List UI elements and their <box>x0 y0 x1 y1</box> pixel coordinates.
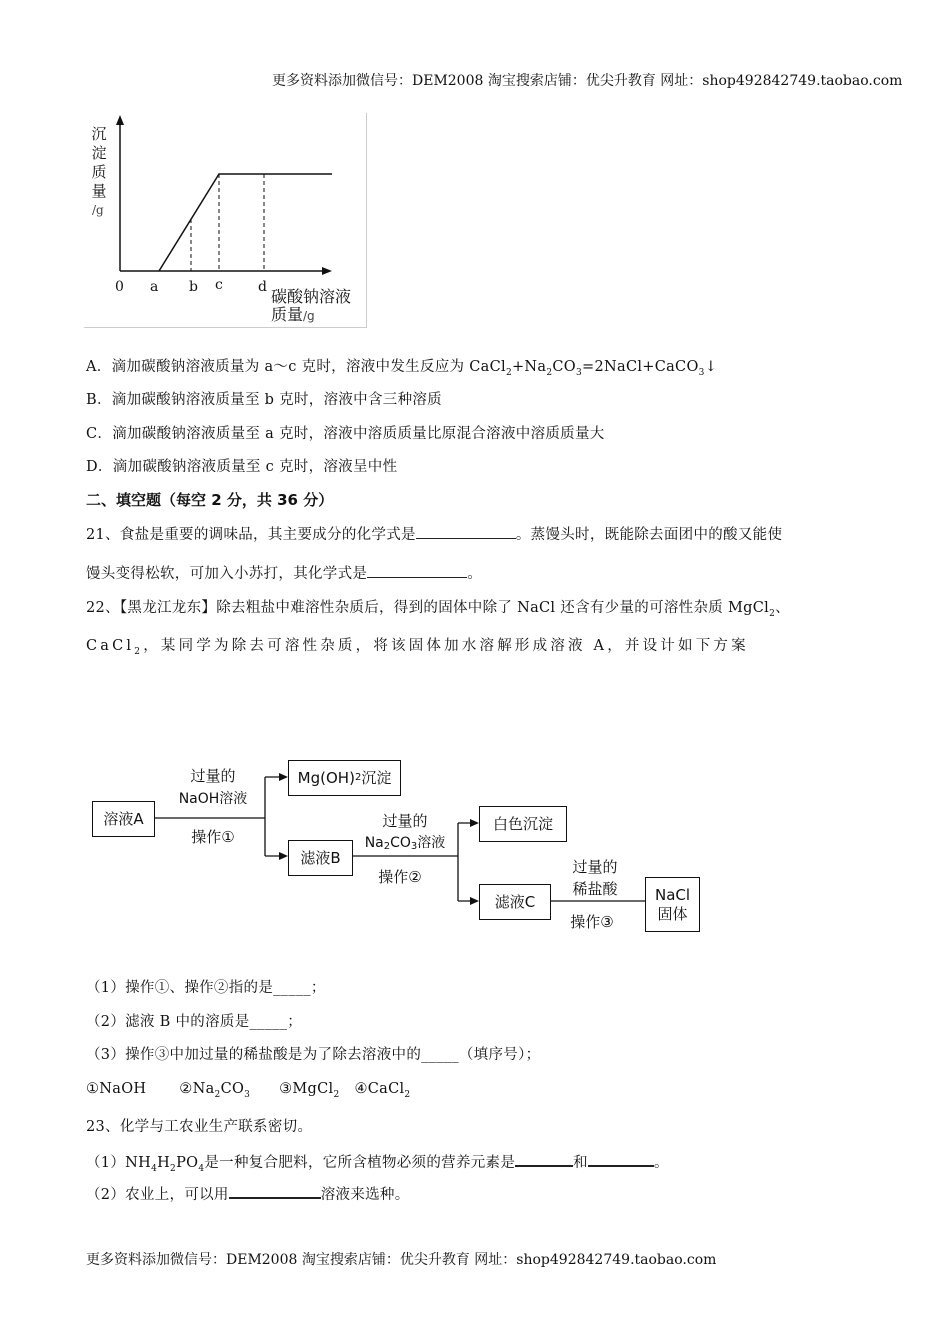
y-label-char: 淀 <box>91 144 107 162</box>
x-label-text: 质量 <box>271 305 304 324</box>
q22-text: 、 <box>775 600 790 616</box>
subscript: 2 <box>333 1089 340 1100</box>
option-text: 滴加碳酸钠溶液质量至 c 克时，溶液呈中性 <box>112 459 398 475</box>
box-filtrate-c: 滤液C <box>479 884 551 920</box>
q22-choices <box>86 1081 410 1100</box>
q22-sub1: （1）操作①、操作②指的是_____； <box>86 980 326 996</box>
box-solution-a: 溶液A <box>92 801 155 837</box>
reagent2-line2 <box>355 835 455 854</box>
y-label-char: 质 <box>91 163 107 181</box>
subscript: 2 <box>354 771 362 783</box>
box-text: NaCl <box>654 885 691 904</box>
subscript: 2 <box>404 1089 411 1100</box>
q21-text: 。蒸馒头时，既能除去面团中的酸又能使 <box>515 527 783 543</box>
choice-4: ④CaCl <box>354 1081 405 1097</box>
reagent1-line1: 过量的 <box>190 767 236 785</box>
choice-1: ①NaOH <box>86 1081 147 1097</box>
op1-label: 操作① <box>191 828 235 846</box>
box-text: Mg(OH) <box>297 768 355 787</box>
answer-blank[interactable] <box>588 1151 654 1167</box>
x-tick-b: b <box>189 279 198 295</box>
subscript: 4 <box>151 1163 158 1174</box>
option-text: 滴加碳酸钠溶液质量至 a 克时，溶液中溶质质量比原混合溶液中溶质质量大 <box>112 426 605 442</box>
y-label-char: 沉 <box>91 125 107 143</box>
q23-title: 23、化学与工农业生产联系密切。 <box>86 1119 313 1135</box>
q22-sub2: （2）滤液 B 中的溶质是_____； <box>86 1014 303 1030</box>
reagent-text: Na <box>364 835 384 851</box>
op2-label: 操作② <box>378 868 422 886</box>
option-letter: C． <box>86 426 113 442</box>
q21-text: 21、食盐是重要的调味品，其主要成分的化学式是 <box>86 527 416 543</box>
reagent-text: 溶液 <box>417 835 446 851</box>
page-footer: 更多资料添加微信号：DEM2008 淘宝搜索店铺：优尖升教育 网址：shop492842749.taobao.com <box>86 1252 717 1268</box>
q23-sub1 <box>86 1151 669 1174</box>
q21-text: 。 <box>467 566 483 582</box>
q23-text: H <box>157 1155 171 1171</box>
subscript: 3 <box>410 841 418 852</box>
subscript: 2 <box>134 646 144 657</box>
x-tick-a: a <box>150 279 159 295</box>
q23-sub2 <box>86 1183 410 1204</box>
flow-arrow <box>470 897 479 905</box>
subscript: 4 <box>198 1163 205 1174</box>
choice-3: ③MgCl <box>279 1081 334 1097</box>
box-text: 沉淀 <box>361 768 392 787</box>
q22-text: CaCl <box>86 638 135 654</box>
option-text: CO <box>552 359 576 375</box>
subscript: 3 <box>244 1089 251 1100</box>
q23-text: 。 <box>653 1155 669 1171</box>
subscript: 2 <box>769 608 776 619</box>
option-letter: A． <box>86 359 112 375</box>
q23-text: （1）NH <box>86 1155 152 1171</box>
answer-blank[interactable] <box>229 1183 321 1199</box>
reagent2-line1: 过量的 <box>382 812 428 830</box>
q23-text: PO <box>176 1155 199 1171</box>
subscript: 2 <box>546 367 553 378</box>
reagent1-line2: NaOH溶液 <box>178 791 248 807</box>
option-text: =2NaCl+CaCO <box>582 359 699 375</box>
x-tick-c: c <box>215 277 223 293</box>
q23-text: 是一种复合肥料，它所含植物必须的营养元素是 <box>204 1155 516 1171</box>
y-label-char: 量 <box>91 182 107 200</box>
flow-arrow <box>279 773 288 781</box>
subscript: 2 <box>214 1089 221 1100</box>
box-mgoh2 <box>288 760 401 796</box>
choice-2: ②Na <box>179 1081 215 1097</box>
option-letter: D． <box>86 459 113 475</box>
flow-arrow <box>470 819 479 827</box>
subscript: 2 <box>505 367 512 378</box>
origin-label: 0 <box>115 279 124 295</box>
q21-text: 馒头变得松软，可加入小苏打，其化学式是 <box>86 566 368 582</box>
op3-label: 操作③ <box>570 913 614 931</box>
subscript: 3 <box>576 367 583 378</box>
option-text: 滴加碳酸钠溶液质量至 b 克时，溶液中含三种溶质 <box>111 392 442 408</box>
reagent3-line1: 过量的 <box>572 858 618 876</box>
q22-sub3: （3）操作③中加过量的稀盐酸是为了除去溶液中的_____（填序号）； <box>86 1047 541 1063</box>
q22-text: 22、【黑龙江龙东】除去粗盐中难溶性杂质后，得到的固体中除了 NaCl 还含有少量的可溶性杂质 MgCl <box>86 600 770 616</box>
page-header: 更多资料添加微信号：DEM2008 淘宝搜索店铺：优尖升教育 网址：shop492842749.taobao.com <box>272 73 903 89</box>
subscript: 2 <box>170 1163 177 1174</box>
x-tick-d: d <box>258 279 267 295</box>
option-letter: B． <box>86 392 112 408</box>
x-axis-label-line1: 碳酸钠溶液 <box>271 287 352 306</box>
flow-arrow <box>279 852 288 860</box>
subscript: 2 <box>383 841 391 852</box>
q23-text: 和 <box>573 1155 588 1171</box>
reagent-text: CO <box>390 835 411 851</box>
option-text: ↓ <box>704 359 718 375</box>
q23-text: （2）农业上，可以用 <box>86 1187 229 1203</box>
box-nacl-solid <box>645 877 700 932</box>
reagent3-line2: 稀盐酸 <box>572 880 618 898</box>
section-title: 二、填空题（每空 2 分，共 36 分） <box>86 491 334 509</box>
y-axis-unit: /g <box>92 203 104 217</box>
q23-text: 溶液来选种。 <box>320 1187 410 1203</box>
option-text: 滴加碳酸钠溶液质量为 a～c 克时，溶液中发生反应为 CaCl <box>111 359 506 375</box>
subscript: 3 <box>698 367 705 378</box>
x-axis-unit: /g <box>303 309 315 323</box>
box-filtrate-b: 滤液B <box>288 840 353 876</box>
choice-2: CO <box>220 1081 245 1097</box>
box-white-precipitate: 白色沉淀 <box>479 806 567 842</box>
q22-text: ，某同学为除去可溶性杂质，将该固体加水溶解形成溶液 A，并设计如下方案 <box>143 638 749 654</box>
answer-blank[interactable] <box>515 1151 573 1167</box>
box-text: 固体 <box>657 904 688 923</box>
option-text: +Na <box>511 359 547 375</box>
